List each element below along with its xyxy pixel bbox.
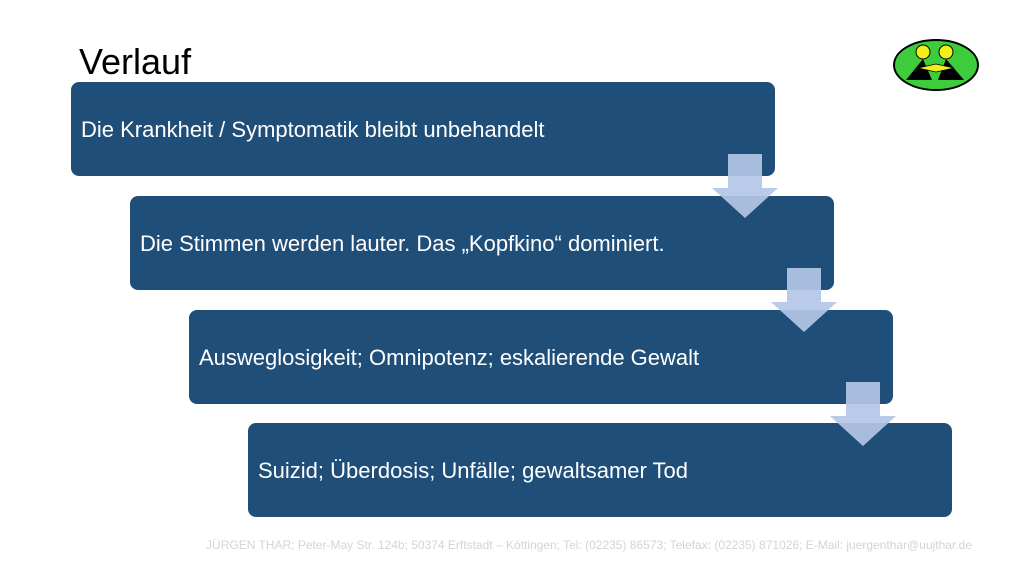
two-people-logo-icon xyxy=(892,38,980,92)
step-box-1 xyxy=(71,82,775,176)
step-text-1: Die Krankheit / Symptomatik bleibt unbehandelt xyxy=(81,116,545,142)
slide-title: Verlauf xyxy=(79,41,192,82)
step-text-4: Suizid; Überdosis; Unfälle; gewaltsamer Tod xyxy=(258,457,689,483)
down-arrow-icon-2 xyxy=(771,268,837,332)
footer-contact: JÜRGEN THAR; Peter-May Str. 124b; 50374 Erftstadt – Köttingen; Tel: (02235) 86573; Telefax: (02235) 871026; E-Mail: juergenthar@uujthar.de xyxy=(206,538,972,552)
step-text-3: Ausweglosigkeit; Omnipotenz; eskalierende Gewalt xyxy=(199,344,700,370)
down-arrow-icon-3 xyxy=(830,382,896,446)
down-arrow-icon-1 xyxy=(712,154,778,218)
step-text-2: Die Stimmen werden lauter. Das „Kopfkino“ dominiert. xyxy=(140,230,665,256)
